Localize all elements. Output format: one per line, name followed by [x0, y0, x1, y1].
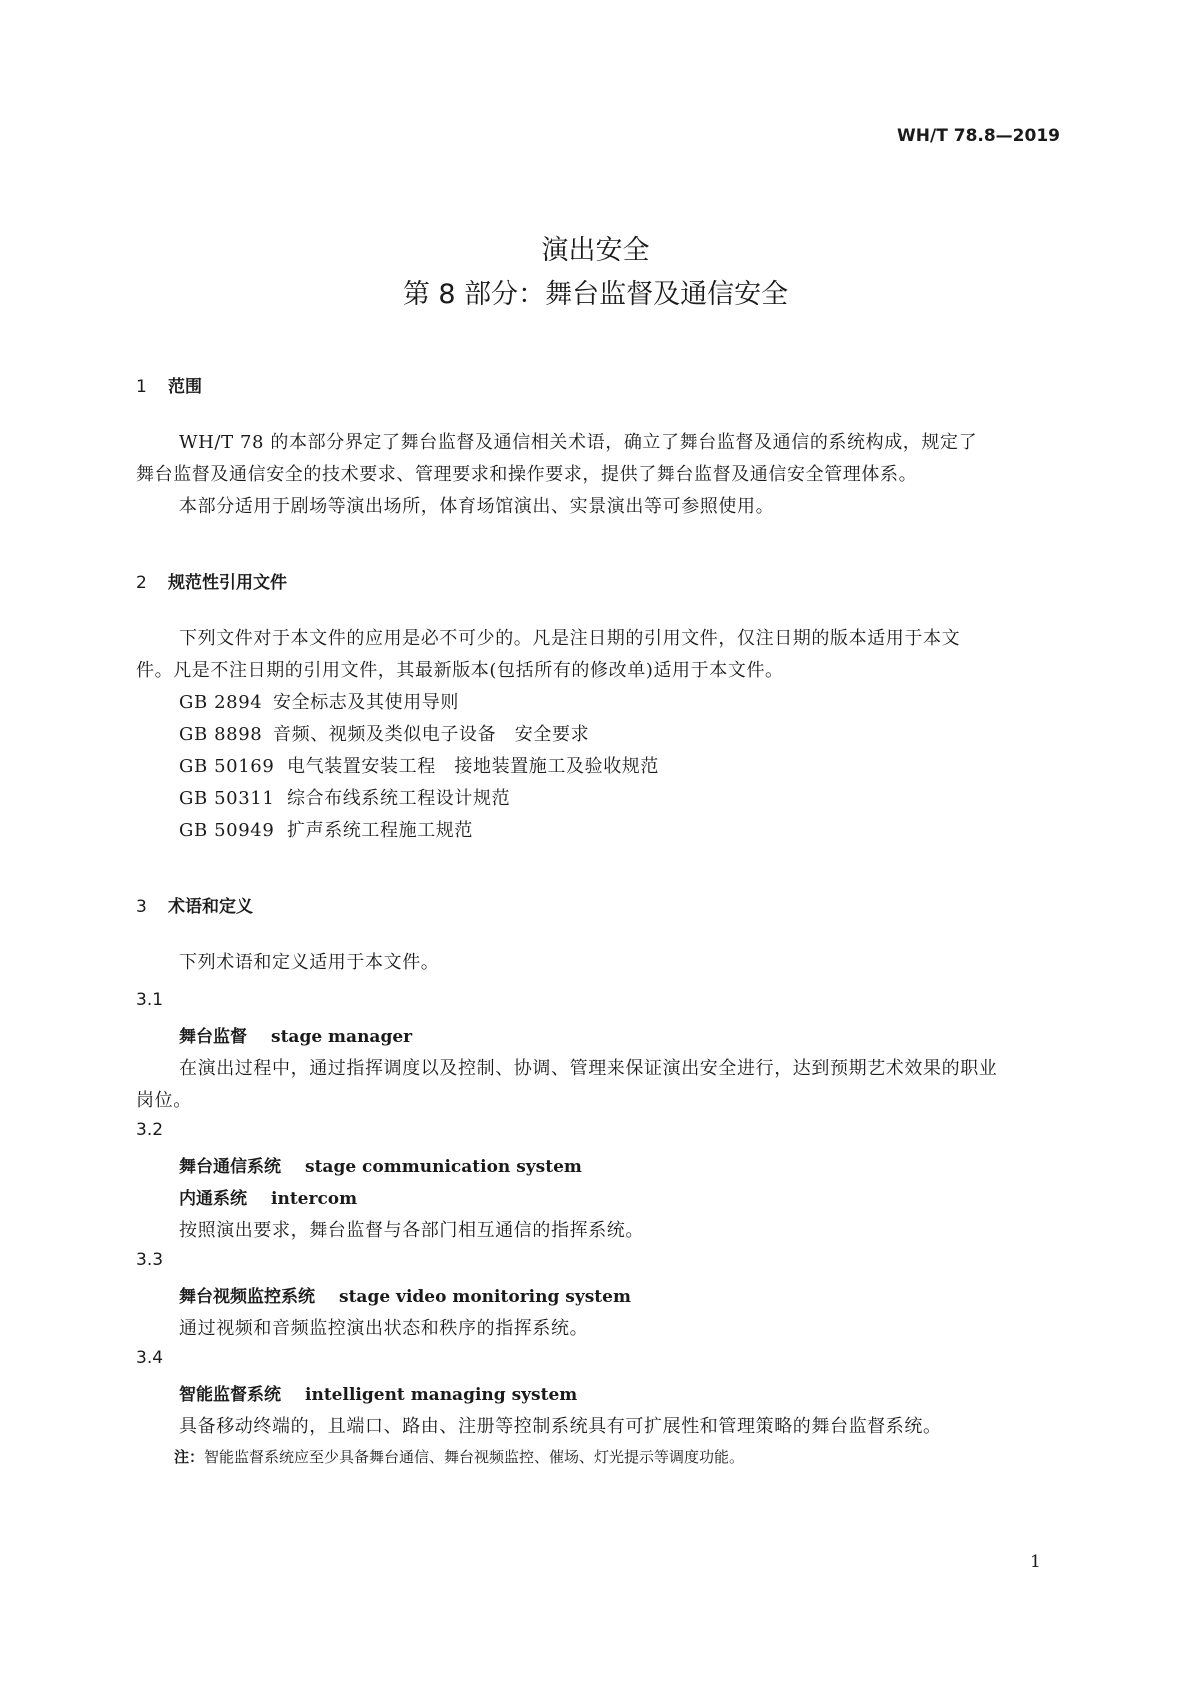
clause-number: 3.3 — [136, 1250, 164, 1270]
reference-code: GB 50311 — [179, 788, 275, 809]
term-zh: 智能监督系统 — [179, 1385, 281, 1405]
term-zh: 舞台监督 — [179, 1027, 247, 1047]
term-en: intelligent managing system — [305, 1385, 578, 1405]
section-number: 2 — [136, 573, 147, 593]
term-synonym — [179, 1184, 357, 1209]
term-entry — [179, 1152, 582, 1177]
section-heading-terms — [136, 892, 253, 917]
reference-item — [179, 688, 459, 714]
term-en: stage manager — [271, 1027, 413, 1047]
section-number: 1 — [136, 377, 147, 397]
paragraph-line: 件。凡是不注日期的引用文件，其最新版本(包括所有的修改单)适用于本文件。 — [136, 660, 784, 681]
term-zh: 内通系统 — [179, 1189, 247, 1209]
reference-title: 综合布线系统工程设计规范 — [287, 788, 511, 809]
section-title: 规范性引用文件 — [168, 573, 287, 593]
term-en: stage communication system — [305, 1157, 582, 1177]
reference-code: GB 2894 — [179, 692, 263, 713]
term-entry — [179, 1282, 631, 1307]
reference-code: GB 50949 — [179, 820, 275, 841]
reference-code: GB 8898 — [179, 724, 263, 745]
reference-title: 音频、视频及类似电子设备 安全要求 — [273, 724, 590, 745]
document-number: WH/T 78.8—2019 — [897, 126, 1060, 146]
note-label: 注： — [174, 1448, 205, 1466]
note — [174, 1446, 744, 1467]
section-title: 术语和定义 — [168, 897, 253, 917]
reference-title: 扩声系统工程施工规范 — [287, 820, 473, 841]
page-number: 1 — [1030, 1552, 1041, 1572]
clause-number: 3.1 — [136, 990, 164, 1010]
reference-item — [179, 752, 659, 778]
term-en: stage video monitoring system — [339, 1287, 631, 1307]
reference-code: GB 50169 — [179, 756, 275, 777]
section-heading-references — [136, 568, 287, 593]
section-title: 范围 — [168, 377, 202, 397]
reference-item — [179, 720, 589, 746]
term-zh: 舞台视频监控系统 — [179, 1287, 315, 1307]
term-entry — [179, 1380, 577, 1405]
term-zh: 舞台通信系统 — [179, 1157, 281, 1177]
reference-title: 电气装置安装工程 接地装置施工及验收规范 — [287, 756, 659, 777]
reference-item — [179, 816, 473, 842]
clause-number: 3.2 — [136, 1120, 164, 1140]
definition-line: 通过视频和音频监控演出状态和秩序的指挥系统。 — [179, 1318, 589, 1339]
definition-line: 在演出过程中，通过指挥调度以及控制、协调、管理来保证演出安全进行，达到预期艺术效果的职业 — [179, 1058, 998, 1079]
definition-line: 具备移动终端的，且端口、路由、注册等控制系统具有可扩展性和管理策略的舞台监督系统。 — [179, 1416, 942, 1437]
section-number: 3 — [136, 897, 147, 917]
section-heading-scope — [136, 372, 202, 397]
definition-line: 岗位。 — [136, 1090, 192, 1111]
reference-title: 安全标志及其使用导则 — [273, 692, 459, 713]
document-subtitle: 第 8 部分：舞台监督及通信安全 — [402, 279, 789, 310]
term-entry — [179, 1022, 412, 1047]
paragraph-line: 下列术语和定义适用于本文件。 — [179, 952, 440, 973]
reference-item — [179, 784, 510, 810]
document-title: 演出安全 — [541, 235, 650, 266]
paragraph-line: 下列文件对于本文件的应用是必不可少的。凡是注日期的引用文件，仅注日期的版本适用于本文 — [179, 628, 961, 649]
paragraph-line: 舞台监督及通信安全的技术要求、管理要求和操作要求，提供了舞台监督及通信安全管理体系。 — [136, 464, 918, 485]
paragraph-line: WH/T 78 的本部分界定了舞台监督及通信相关术语，确立了舞台监督及通信的系统构成，规定了 — [179, 432, 978, 453]
definition-line: 按照演出要求，舞台监督与各部门相互通信的指挥系统。 — [179, 1220, 644, 1241]
clause-number: 3.4 — [136, 1348, 164, 1368]
term-en: intercom — [271, 1189, 358, 1209]
paragraph-line: 本部分适用于剧场等演出场所，体育场馆演出、实景演出等可参照使用。 — [179, 496, 775, 517]
note-text: 智能监督系统应至少具备舞台通信、舞台视频监控、催场、灯光提示等调度功能。 — [204, 1448, 745, 1466]
